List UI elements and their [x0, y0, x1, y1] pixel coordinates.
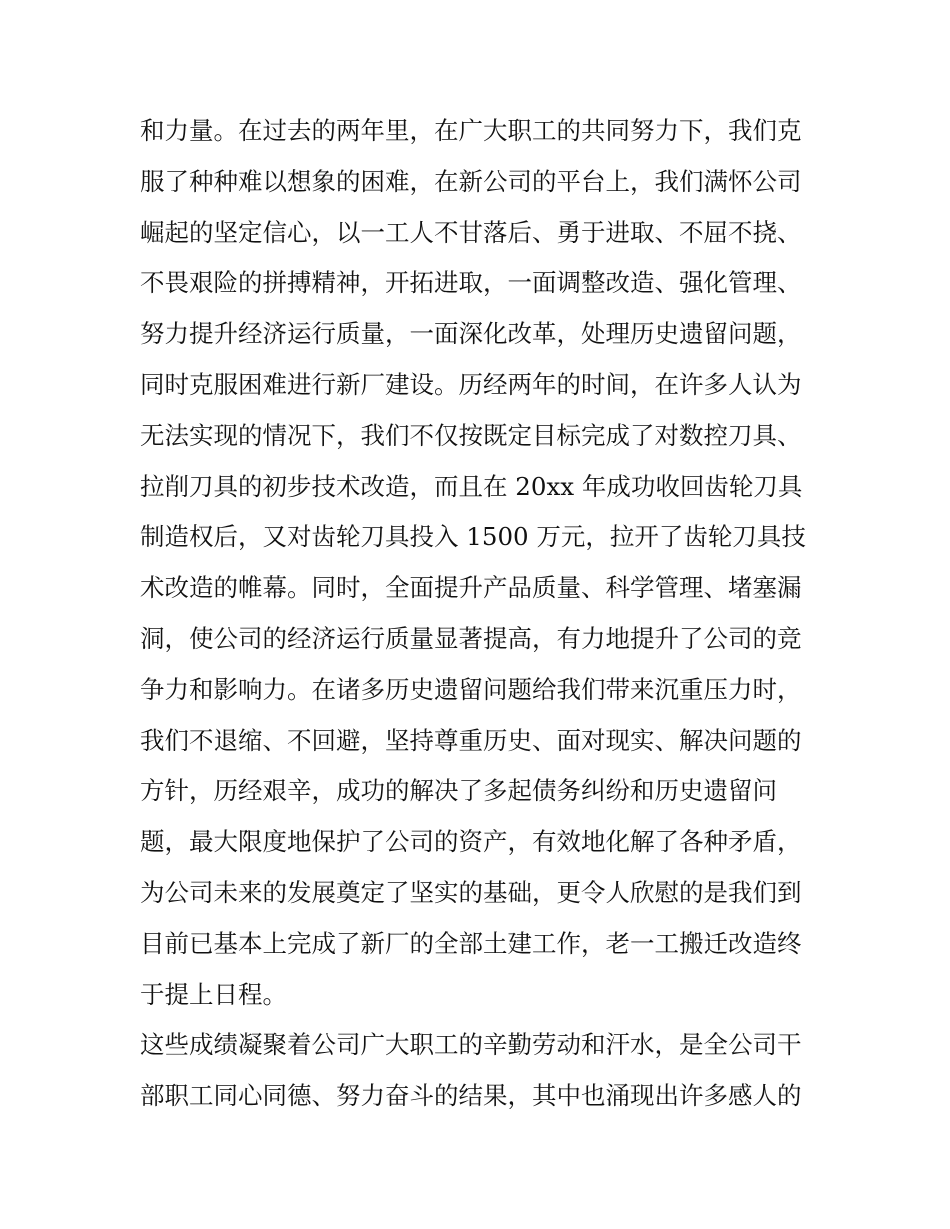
text-line: 洞，使公司的经济运行质量显著提高，有力地提升了公司的竞	[140, 623, 802, 653]
text-line: 努力提升经济运行质量，一面深化改革，处理历史遗留问题，	[140, 319, 802, 349]
text-line: 服了种种难以想象的困难，在新公司的平台上，我们满怀公司	[140, 166, 802, 196]
text-line: 为公司未来的发展奠定了坚实的基础，更令人欣慰的是我们到	[140, 877, 802, 907]
text-line: 于提上日程。	[140, 979, 287, 1009]
text-line: 制造权后，又对齿轮刀具投入 1500 万元，拉开了齿轮刀具技	[140, 522, 806, 552]
text-line: 部职工同心同德、努力奋斗的结果，其中也涌现出许多感人的	[140, 1081, 802, 1111]
text-line: 这些成绩凝聚着公司广大职工的辛勤劳动和汗水，是全公司干	[140, 1030, 802, 1060]
text-line: 方针，历经艰辛，成功的解决了多起债务纠纷和历史遗留问	[140, 776, 777, 806]
text-line: 我们不退缩、不回避，坚持尊重历史、面对现实、解决问题的	[140, 725, 802, 755]
body-text	[140, 106, 820, 1122]
text-line: 术改造的帷幕。同时，全面提升产品质量、科学管理、堵塞漏	[140, 573, 802, 603]
text-line: 争力和影响力。在诸多历史遗留问题给我们带来沉重压力时，	[140, 674, 802, 704]
text-line: 题，最大限度地保护了公司的资产，有效地化解了各种矛盾，	[140, 827, 802, 857]
text-line: 崛起的坚定信心，以一工人不甘落后、勇于进取、不屈不挠、	[140, 217, 802, 247]
text-line: 拉削刀具的初步技术改造，而且在 20xx 年成功收回齿轮刀具	[140, 471, 803, 501]
text-line: 目前已基本上完成了新厂的全部土建工作，老一工搬迁改造终	[140, 928, 802, 958]
text-line: 无法实现的情况下，我们不仅按既定目标完成了对数控刀具、	[140, 420, 802, 450]
text-line: 和力量。在过去的两年里，在广大职工的共同努力下，我们克	[140, 116, 802, 145]
text-line: 不畏艰险的拼搏精神，开拓进取，一面调整改造、强化管理、	[140, 268, 802, 298]
text-line: 同时克服困难进行新厂建设。历经两年的时间，在许多人认为	[140, 369, 802, 399]
